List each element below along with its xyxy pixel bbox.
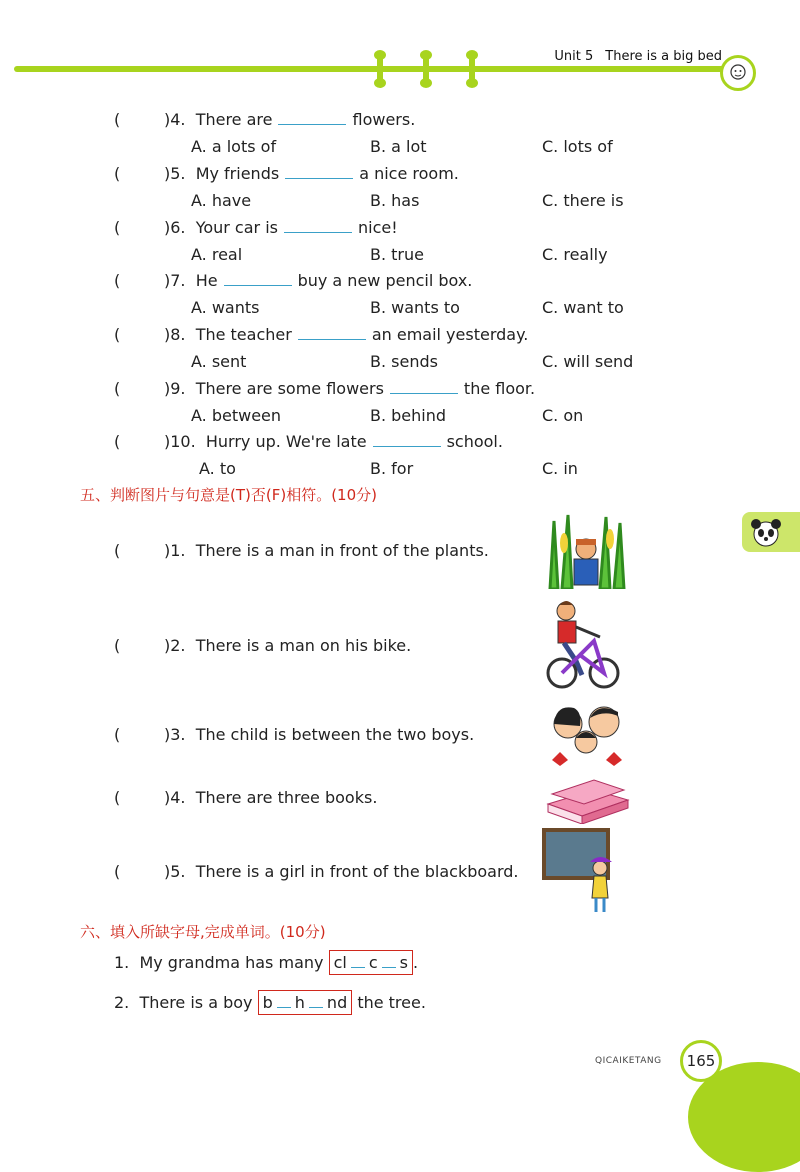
mc-option-c: C. lots of — [542, 137, 613, 156]
mc-question: ( )5. My friends a nice room. — [114, 164, 459, 183]
binder-pin — [377, 52, 383, 86]
mc-option-c: C. in — [542, 459, 578, 478]
letter-blank[interactable] — [382, 955, 396, 968]
mc-option-c: C. will send — [542, 352, 634, 371]
mc-option-b: B. for — [370, 459, 414, 478]
section-title-fill: 六、填入所缺字母,完成单词。(10分) — [80, 923, 326, 941]
answer-blank[interactable] — [284, 218, 352, 233]
unit-label: Unit 5 — [554, 49, 594, 64]
answer-blank[interactable] — [373, 432, 441, 447]
binder-pin — [423, 52, 429, 86]
fill-item: 2. There is a boy b h nd the tree. — [114, 990, 426, 1015]
mc-option-a: A. wants — [191, 298, 260, 317]
fill-item: 1. My grandma has many cl c s . — [114, 950, 418, 975]
mc-option-a: A. a lots of — [191, 137, 277, 156]
mc-option-c: C. want to — [542, 298, 624, 317]
mc-option-b: B. behind — [370, 406, 447, 425]
mc-question: ( )6. Your car is nice! — [114, 218, 398, 237]
mc-question: ( )9. There are some flowers the floor. — [114, 379, 536, 398]
mc-option-a: A. have — [191, 191, 252, 210]
letter-blank[interactable] — [351, 955, 365, 968]
brand-label: QICAIKETANG — [595, 1056, 662, 1066]
man-on-bike-image — [546, 597, 620, 693]
books-image — [544, 774, 630, 824]
mc-option-b: B. true — [370, 245, 424, 264]
girl-blackboard-image — [542, 828, 616, 914]
letter-blank[interactable] — [309, 995, 323, 1008]
mc-option-c: C. really — [542, 245, 608, 264]
section-title-judge: 五、判断图片与句意是(T)否(F)相符。(10分) — [80, 486, 377, 504]
mc-option-b: B. sends — [370, 352, 438, 371]
panda-tab — [742, 512, 800, 552]
word-box: b h nd — [258, 990, 353, 1015]
mascot-icon — [720, 55, 756, 91]
family-image — [544, 702, 630, 768]
unit-title: There is a big bed — [605, 49, 722, 64]
answer-blank[interactable] — [285, 164, 353, 179]
answer-blank[interactable] — [224, 271, 292, 286]
mc-option-c: C. on — [542, 406, 584, 425]
corn-field-man-image — [544, 513, 628, 589]
page-number: 165 — [680, 1040, 722, 1082]
mc-question: ( )8. The teacher an email yesterday. — [114, 325, 529, 344]
mc-question: ( )7. He buy a new pencil box. — [114, 271, 473, 290]
tf-item: ( )5. There is a girl in front of the blackboard. — [114, 862, 519, 881]
word-box: cl c s — [329, 950, 413, 975]
mc-option-c: C. there is — [542, 191, 624, 210]
panda-icon — [746, 514, 786, 550]
mc-option-a: A. real — [191, 245, 243, 264]
mc-option-b: B. has — [370, 191, 420, 210]
answer-blank[interactable] — [278, 110, 346, 125]
mc-question: ( )10. Hurry up. We're late school. — [114, 432, 503, 451]
unit-header — [554, 49, 722, 64]
letter-blank[interactable] — [277, 995, 291, 1008]
tf-item: ( )4. There are three books. — [114, 788, 378, 807]
mc-option-a: A. sent — [191, 352, 247, 371]
mc-option-b: B. a lot — [370, 137, 427, 156]
tf-item: ( )3. The child is between the two boys. — [114, 725, 475, 744]
mc-question: ( )4. There are flowers. — [114, 110, 416, 129]
binder-pin — [469, 52, 475, 86]
mc-option-b: B. wants to — [370, 298, 460, 317]
mc-option-a: A. between — [191, 406, 282, 425]
answer-blank[interactable] — [298, 325, 366, 340]
mc-option-a: A. to — [199, 459, 236, 478]
answer-blank[interactable] — [390, 379, 458, 394]
tf-item: ( )1. There is a man in front of the plants. — [114, 541, 489, 560]
tf-item: ( )2. There is a man on his bike. — [114, 636, 412, 655]
